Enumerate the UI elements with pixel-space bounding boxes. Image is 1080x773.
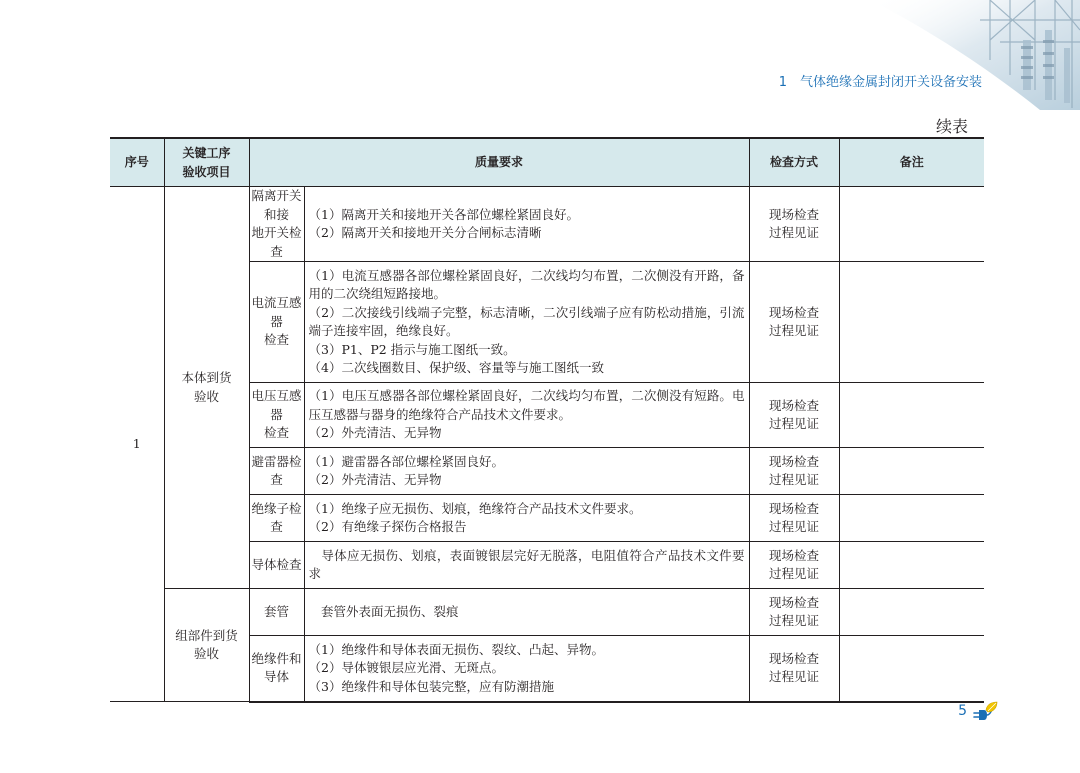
header-remark: 备注 [839, 138, 984, 187]
remark-cell [839, 495, 984, 542]
group-name: 本体到货 验收 [164, 187, 249, 589]
remark-cell [839, 187, 984, 262]
inspection-method: 现场检查 过程见证 [749, 262, 839, 383]
plug-leaf-icon [972, 701, 998, 721]
requirement-text: 套管外表面无损伤、裂痕 [304, 589, 749, 636]
inspection-method: 现场检查 过程见证 [749, 589, 839, 636]
page-footer [958, 701, 998, 721]
row-seq: 1 [110, 187, 164, 702]
inspection-method: 现场检查 过程见证 [749, 448, 839, 495]
remark-cell [839, 448, 984, 495]
requirement-text: （1）隔离开关和接地开关各部位螺栓紧固良好。 （2）隔离开关和接地开关分合闸标志清晰 [304, 187, 749, 262]
remark-cell [839, 383, 984, 448]
table-row [110, 589, 984, 636]
item-name: 隔离开关和接 地开关检查 [249, 187, 304, 262]
requirement-text: （1）电压互感器各部位螺栓紧固良好，二次线均匀布置，二次侧没有短路。电压互感器与器身的绝缘符合产品技术文件要求。 （2）外壳清洁、无异物 [304, 383, 749, 448]
remark-cell [839, 262, 984, 383]
item-name: 导体检查 [249, 542, 304, 589]
inspection-method: 现场检查 过程见证 [749, 187, 839, 262]
header-quality-requirement: 质量要求 [249, 138, 749, 187]
acceptance-table [110, 137, 984, 703]
remark-cell [839, 589, 984, 636]
requirement-text: 导体应无损伤、划痕，表面镀银层完好无脱落，电阻值符合产品技术文件要求 [304, 542, 749, 589]
corner-substation-image [840, 0, 1080, 110]
header-key-process: 关键工序 验收项目 [164, 138, 249, 187]
requirement-text: （1）避雷器各部位螺栓紧固良好。 （2）外壳清洁、无异物 [304, 448, 749, 495]
requirement-text: （1）绝缘子应无损伤、划痕，绝缘符合产品技术文件要求。 （2）有绝缘子探伤合格报告 [304, 495, 749, 542]
item-name: 绝缘子检查 [249, 495, 304, 542]
inspection-method: 现场检查 过程见证 [749, 636, 839, 702]
item-name: 电压互感器 检查 [249, 383, 304, 448]
inspection-method: 现场检查 过程见证 [749, 495, 839, 542]
item-name: 绝缘件和导体 [249, 636, 304, 702]
page-number: 5 [958, 703, 967, 719]
table-row [110, 187, 984, 262]
item-name: 电流互感器 检查 [249, 262, 304, 383]
table-header-row [110, 138, 984, 187]
remark-cell [839, 542, 984, 589]
running-header: 1 气体绝缘金属封闭开关设备安装 [778, 75, 982, 90]
requirement-text: （1）电流互感器各部位螺栓紧固良好，二次线均匀布置，二次侧没有开路，备用的二次绕组短路接地。 （2）二次接线引线端子完整，标志清晰，二次引线端子应有防松动措施，引流端子连接牢固，绝缘良好。 （3）P1、P2 指示与施工图纸一致。 （4）二次线圈数目、保护级、容量等与施工图纸一致 [304, 262, 749, 383]
remark-cell [839, 636, 984, 702]
requirement-text: （1）绝缘件和导体表面无损伤、裂纹、凸起、异物。 （2）导体镀银层应光滑、无斑点。 （3）绝缘件和导体包装完整，应有防潮措施 [304, 636, 749, 702]
inspection-method: 现场检查 过程见证 [749, 383, 839, 448]
item-name: 避雷器检查 [249, 448, 304, 495]
item-name: 套管 [249, 589, 304, 636]
inspection-method: 现场检查 过程见证 [749, 542, 839, 589]
group-name: 组部件到货 验收 [164, 589, 249, 702]
header-seq: 序号 [110, 138, 164, 187]
continued-label: 续表 [935, 117, 968, 136]
header-inspection-method: 检查方式 [749, 138, 839, 187]
